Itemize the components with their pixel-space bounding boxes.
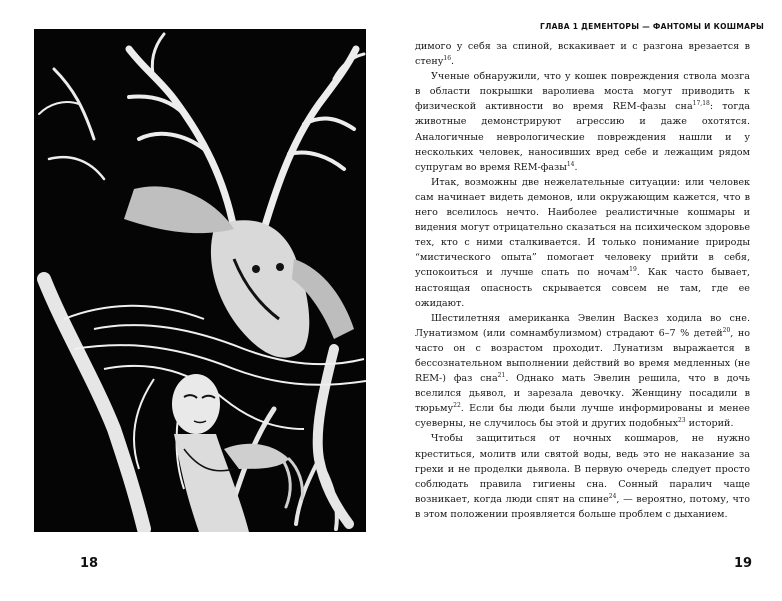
footnote-ref: 22	[453, 402, 461, 410]
demon-with-antlers-and-girl-illustration-icon	[34, 29, 366, 532]
footnote-ref: 23	[677, 417, 686, 425]
paragraph: Ученые обнаружили, что у кошек повреждения ствола мозга в области покрышки варолиева моста могут приводить к физической активности во время REM-фазы сна$^{17,18}$: тогда животные демонстрируют агрессию и даже охотятся. Аналогичные неврологические повреждения нашли и у нескольких человек, наносивших вред себе и лежащим рядом супругам во время REM-фазы$^{14}$.	[415, 71, 750, 173]
page-number-right: 19	[734, 556, 753, 571]
demon-illustration	[34, 29, 366, 532]
paragraph: Итак, возможны две нежелательные ситуации: или человек сам начинает видеть демонов, или окружающим кажется, что в него вселилось нечто. Наиболее реалистичные кошмары и видения могут отрицательно сказаться на психическом здоровье тех, кто с ними сталкивается. И только понимание природы “мистического опыта” помогает человеку прийти в себя, успокоиться и лучше спать по ночам$^{19}$. Как часто бывает, настоящая опасность скрывается совсем не там, где ее ожидают.	[415, 176, 750, 309]
text-column	[415, 39, 750, 522]
paragraph: Шестилетняя американка Эвелин Васкез ходила во сне. Лунатизмом (или сомнамбулизмом) страдают 6–7 % детей$^{20}$, но часто он с возрастом проходит. Лунатизм выражается в бессознательном выполнении действий во время медленных (не REM-) фаз сна$^{21}$. Однако мать Эвелин решила, что в дочь вселился дьявол, и зарезала девочку. Женщину посадили в тюрьму$^{22}$. Если бы люди были лучше информированы и менее суеверны, не случилось бы этой и других подобных$^{23}$ историй.	[415, 312, 750, 430]
page-number-left: 18	[80, 556, 99, 571]
footnote-ref: 20	[722, 326, 731, 334]
footnote-ref: 24	[608, 492, 617, 500]
running-head: ГЛАВА 1 ДЕМЕНТОРЫ — ФАНТОМЫ И КОШМАРЫ	[540, 22, 765, 31]
footnote-ref: 21	[497, 371, 506, 379]
footnote-ref: 16	[443, 54, 452, 62]
footnote-ref: 14	[566, 160, 575, 168]
paragraph: Чтобы защититься от ночных кошмаров, не нужно креститься, молитв или святой воды, ведь это не наказание за грехи и не проделки дьявола. В первую очередь следует просто соблюдать правила гигиены сна. Сонный паралич чаще возникает, когда люди спят на спине$^{24}$, — вероятно, потому, что в этом положении проявляется больше проблем с дыханием.	[415, 433, 750, 520]
paragraph: димого у себя за спиной, вскакивает и с разгона врезается в стену$^{16}$.	[415, 41, 750, 68]
footnote-ref: 19	[629, 266, 637, 274]
footnote-ref: 17,18	[692, 100, 710, 108]
